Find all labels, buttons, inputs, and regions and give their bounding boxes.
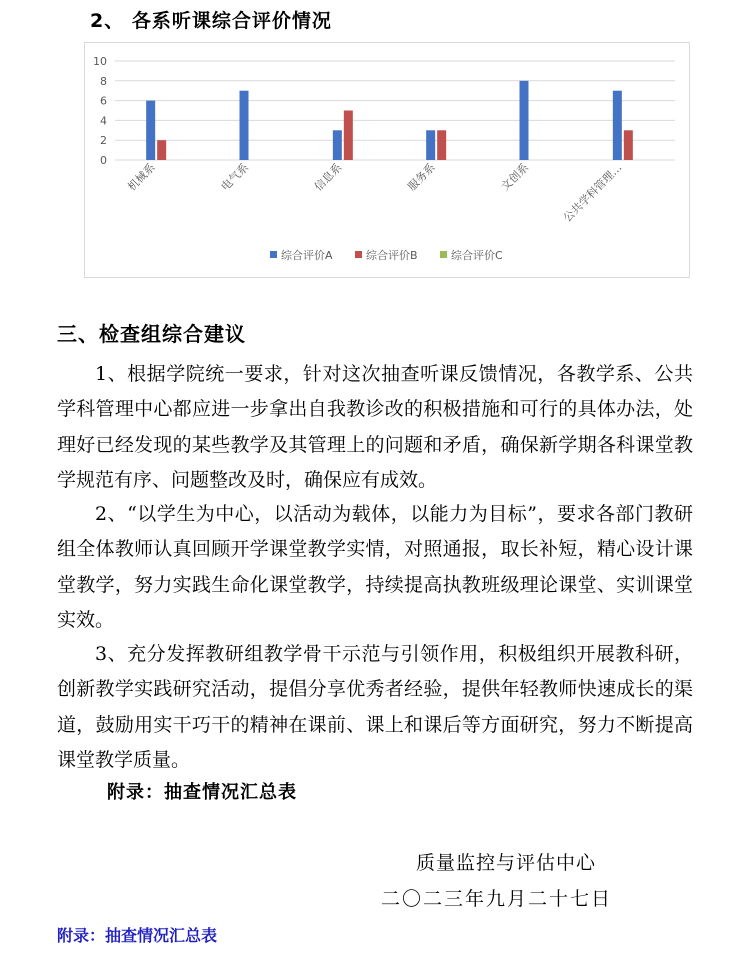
x-tick-label: 服务系	[405, 160, 438, 194]
signature-date: 二〇二三年九月二十七日	[381, 888, 613, 910]
x-tick-label: 机械系	[125, 160, 158, 194]
y-tick-label: 2	[100, 134, 107, 148]
x-tick-label: 文创系	[498, 160, 532, 194]
y-tick-label: 0	[100, 154, 107, 167]
x-tick-label: 公共学科管理…	[560, 160, 625, 225]
y-tick-label: 10	[93, 55, 107, 68]
bar-综合评价B-公共学科管理…	[624, 130, 633, 160]
suggestion-paragraph-3: 3、充分发挥教研组教学骨干示范与引领作用，积极组织开展教科研，创新教学实践研究活动，提倡分享优秀者经验，提供年轻教师快速成长的渠道，鼓励用实干巧干的精神在课前、课上和课后等方面研究，努力不断提高课堂教学质量。	[57, 643, 693, 771]
signature-org: 质量监控与评估中心	[416, 852, 597, 874]
x-tick-label: 电气系	[218, 160, 252, 194]
bar-综合评价A-服务系	[426, 130, 435, 160]
bar-综合评价B-机械系	[157, 140, 166, 160]
section-title: 2、 各系听课综合评价情况	[90, 10, 332, 32]
y-tick-label: 8	[100, 74, 107, 88]
suggestion-paragraph-2: 2、“以学生为中心，以活动为载体，以能力为目标”，要求各部门教研组全体教师认真回顾开学课堂教学实情，对照通报，取长补短，精心设计课堂教学，努力实践生命化课堂教学，持续提高执教班级理论课堂、实训课堂实效。	[57, 503, 693, 631]
bar-综合评价A-文创系	[520, 81, 529, 160]
legend-label: 综合评价C	[451, 249, 503, 262]
legend-swatch	[355, 251, 362, 258]
bar-综合评价A-机械系	[146, 101, 155, 160]
y-tick-label: 4	[100, 114, 107, 128]
bar-综合评价B-信息系	[344, 111, 353, 161]
legend-swatch	[440, 251, 447, 258]
y-tick-label: 6	[100, 94, 107, 108]
section-heading: 三、检查组综合建议	[57, 322, 246, 346]
suggestion-paragraph-1: 1、根据学院统一要求，针对这次抽查听课反馈情况，各教学系、公共学科管理中心都应进一步拿出自我教诊改的积极措施和可行的具体办法，处理好已经发现的某些教学及其管理上的问题和矛盾，确保新学期各科课堂教学规范有序、问题整改及时，确保应有成效。	[57, 363, 693, 491]
bar-chart	[84, 42, 690, 278]
legend-label: 综合评价B	[366, 249, 418, 262]
bar-综合评价A-信息系	[333, 130, 342, 160]
chart-canvas	[85, 43, 691, 279]
x-tick-label: 信息系	[311, 160, 345, 194]
appendix-note: 附录：抽查情况汇总表	[107, 782, 297, 803]
bar-综合评价A-公共学科管理…	[613, 91, 622, 160]
bar-综合评价B-服务系	[437, 130, 446, 160]
legend-label: 综合评价A	[281, 249, 333, 262]
appendix-link[interactable]: 附录：抽查情况汇总表	[57, 926, 218, 945]
bar-综合评价A-电气系	[240, 91, 249, 160]
legend-swatch	[270, 251, 277, 258]
